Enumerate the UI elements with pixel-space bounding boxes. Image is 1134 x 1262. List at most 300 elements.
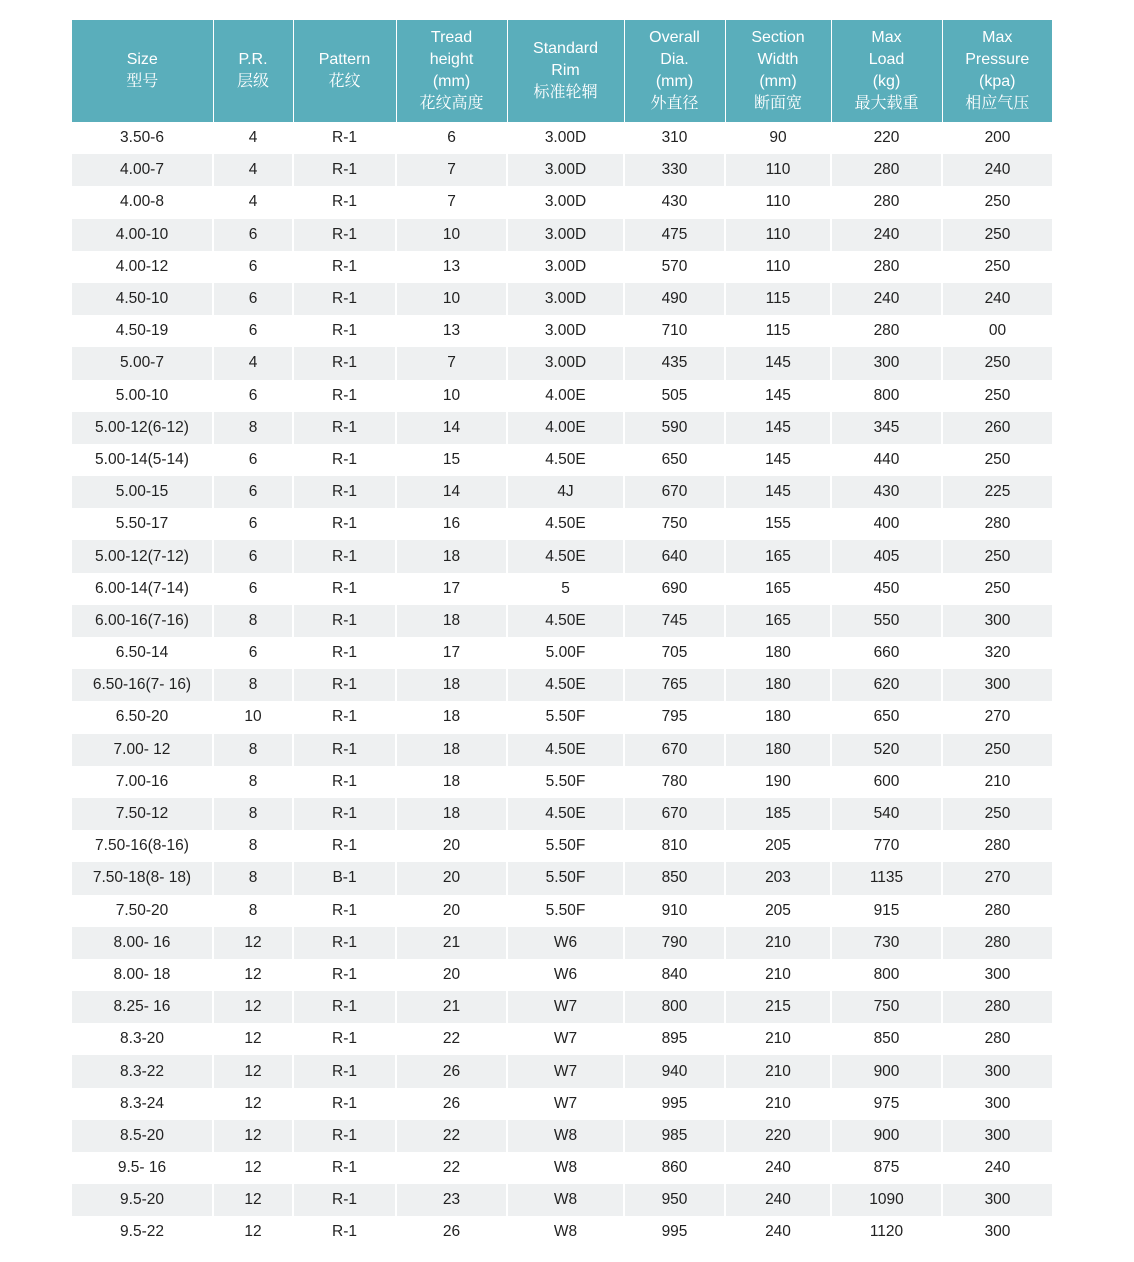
cell-pattern: R-1 xyxy=(293,444,396,476)
cell-size: 8.3-24 xyxy=(120,1094,164,1112)
cell-pattern: R-1 xyxy=(293,701,396,733)
cell-overall-dia: 310 xyxy=(624,122,725,154)
cell-section-width: 180 xyxy=(725,669,831,701)
cell-standard-rim: W8 xyxy=(507,1216,624,1248)
cell-max-pressure: 250 xyxy=(942,798,1052,830)
cell-pr: 8 xyxy=(213,669,293,701)
cell-standard-rim: 4.50E xyxy=(507,734,624,766)
table-row xyxy=(72,766,1052,798)
header-overall-dia-line: 外直径 xyxy=(650,95,699,112)
cell-standard-rim: 4.00E xyxy=(507,380,624,412)
cell-pattern: R-1 xyxy=(293,186,396,218)
cell-overall-dia: 995 xyxy=(624,1088,725,1120)
cell-pattern: R-1 xyxy=(293,1023,396,1055)
cell-max-pressure: 240 xyxy=(942,154,1052,186)
cell-max-load: 750 xyxy=(831,991,942,1023)
cell-size: 3.50-6 xyxy=(120,129,164,147)
header-tread-height xyxy=(396,20,507,122)
cell-size: 6.50-20 xyxy=(115,708,169,726)
cell-size: 5.00-15 xyxy=(72,476,213,508)
cell-standard-rim: 5.50F xyxy=(507,862,624,894)
cell-tread-height: 26 xyxy=(396,1088,507,1120)
cell-tread-height: 17 xyxy=(396,637,507,669)
cell-pr: 12 xyxy=(213,959,293,991)
cell-max-pressure: 250 xyxy=(942,186,1052,218)
cell-pr: 12 xyxy=(213,1055,293,1087)
cell-max-pressure: 270 xyxy=(942,862,1052,894)
cell-max-load: 770 xyxy=(831,830,942,862)
cell-max-load: 300 xyxy=(831,347,942,379)
cell-max-load: 520 xyxy=(831,734,942,766)
cell-pattern: R-1 xyxy=(293,1088,396,1120)
cell-standard-rim: 5.50F xyxy=(507,830,624,862)
cell-overall-dia: 570 xyxy=(624,251,725,283)
cell-max-pressure: 250 xyxy=(942,347,1052,379)
cell-pattern: R-1 xyxy=(293,540,396,572)
cell-tread-height: 20 xyxy=(396,862,507,894)
table-row xyxy=(72,1055,1052,1087)
cell-tread-height: 18 xyxy=(396,701,507,733)
cell-section-width: 165 xyxy=(725,605,831,637)
table-row xyxy=(72,412,1052,444)
cell-max-load: 430 xyxy=(831,476,942,508)
cell-size: 4.00-10 xyxy=(72,219,213,251)
header-pr-line: 层级 xyxy=(236,73,269,90)
cell-size: 4.00-12 xyxy=(115,257,169,275)
cell-overall-dia: 750 xyxy=(624,508,725,540)
cell-pr: 6 xyxy=(213,283,293,315)
cell-size: 6.00-14(7-14) xyxy=(95,579,189,597)
cell-pattern: R-1 xyxy=(293,251,396,283)
cell-standard-rim: 4.50E xyxy=(507,605,624,637)
cell-pattern: R-1 xyxy=(293,347,396,379)
cell-pattern: R-1 xyxy=(293,895,396,927)
cell-pattern: R-1 xyxy=(293,219,396,251)
cell-pattern: R-1 xyxy=(293,1152,396,1184)
cell-standard-rim: 4.50E xyxy=(507,798,624,830)
cell-size: 8.00- 18 xyxy=(113,965,171,983)
cell-section-width: 185 xyxy=(725,798,831,830)
cell-max-load: 240 xyxy=(831,219,942,251)
table-row xyxy=(72,1216,1052,1248)
cell-overall-dia: 745 xyxy=(624,605,725,637)
cell-pr: 12 xyxy=(213,1184,293,1216)
cell-overall-dia: 840 xyxy=(624,959,725,991)
cell-tread-height: 20 xyxy=(396,959,507,991)
cell-max-pressure: 250 xyxy=(942,251,1052,283)
cell-section-width: 203 xyxy=(725,862,831,894)
cell-pattern: R-1 xyxy=(293,830,396,862)
cell-standard-rim: 3.00D xyxy=(507,315,624,347)
cell-pr: 6 xyxy=(213,540,293,572)
cell-pr: 8 xyxy=(213,734,293,766)
cell-pr: 8 xyxy=(213,830,293,862)
cell-pr: 12 xyxy=(213,1152,293,1184)
cell-max-load: 400 xyxy=(831,508,942,540)
cell-max-pressure: 280 xyxy=(942,895,1052,927)
cell-tread-height: 6 xyxy=(396,122,507,154)
header-section-width-line: (mm) xyxy=(759,73,797,90)
cell-pr: 6 xyxy=(213,637,293,669)
header-size-line: Size xyxy=(126,51,158,68)
header-size xyxy=(72,20,213,122)
cell-pr: 6 xyxy=(213,219,293,251)
table-row xyxy=(72,380,1052,412)
cell-standard-rim: W8 xyxy=(507,1120,624,1152)
cell-section-width: 110 xyxy=(725,251,831,283)
cell-pr: 4 xyxy=(213,154,293,186)
header-max-pressure xyxy=(942,20,1052,122)
cell-pr: 6 xyxy=(213,476,293,508)
cell-pattern: R-1 xyxy=(293,412,396,444)
cell-pr: 6 xyxy=(213,573,293,605)
cell-tread-height: 13 xyxy=(396,251,507,283)
cell-max-pressure: 300 xyxy=(942,669,1052,701)
cell-max-pressure: 300 xyxy=(942,959,1052,991)
cell-tread-height: 18 xyxy=(396,605,507,637)
cell-pattern: R-1 xyxy=(293,605,396,637)
cell-overall-dia: 985 xyxy=(624,1120,725,1152)
header-section-width-line: Section xyxy=(751,29,805,46)
cell-max-load: 975 xyxy=(831,1088,942,1120)
cell-section-width: 145 xyxy=(725,347,831,379)
cell-max-pressure: 280 xyxy=(942,830,1052,862)
header-max-pressure-line: (kpa) xyxy=(979,73,1016,90)
cell-max-pressure: 300 xyxy=(942,1184,1052,1216)
cell-overall-dia: 910 xyxy=(624,895,725,927)
tire-spec-table xyxy=(72,20,1052,1249)
table-row xyxy=(72,251,1052,283)
cell-overall-dia: 995 xyxy=(624,1216,725,1248)
cell-overall-dia: 790 xyxy=(624,927,725,959)
table-row xyxy=(72,1088,1052,1120)
header-pr xyxy=(213,20,293,122)
cell-max-load: 280 xyxy=(831,154,942,186)
header-max-pressure-line: 相应气压 xyxy=(965,95,1030,112)
cell-section-width: 145 xyxy=(725,444,831,476)
header-standard-rim xyxy=(507,20,624,122)
cell-overall-dia: 690 xyxy=(624,573,725,605)
cell-max-pressure: 250 xyxy=(942,540,1052,572)
cell-standard-rim: 4.50E xyxy=(507,508,624,540)
cell-tread-height: 22 xyxy=(396,1023,507,1055)
cell-standard-rim: 3.00D xyxy=(507,251,624,283)
cell-standard-rim: 3.00D xyxy=(507,122,624,154)
cell-max-load: 1090 xyxy=(831,1184,942,1216)
cell-pr: 4 xyxy=(213,347,293,379)
cell-pr: 6 xyxy=(213,251,293,283)
cell-section-width: 180 xyxy=(725,734,831,766)
table-row xyxy=(72,283,1052,315)
cell-max-pressure: 200 xyxy=(942,122,1052,154)
cell-section-width: 240 xyxy=(725,1152,831,1184)
table-row xyxy=(72,476,1052,508)
table-row xyxy=(72,991,1052,1023)
header-section-width xyxy=(725,20,831,122)
cell-max-load: 220 xyxy=(831,122,942,154)
cell-tread-height: 14 xyxy=(396,412,507,444)
cell-pattern: R-1 xyxy=(293,766,396,798)
cell-max-load: 800 xyxy=(831,959,942,991)
cell-pr: 10 xyxy=(213,701,293,733)
table-row xyxy=(72,347,1052,379)
cell-pattern: R-1 xyxy=(293,283,396,315)
cell-max-pressure: 300 xyxy=(942,1055,1052,1087)
cell-max-load: 660 xyxy=(831,637,942,669)
header-pattern xyxy=(293,20,396,122)
cell-max-load: 550 xyxy=(831,605,942,637)
cell-size: 4.50-10 xyxy=(72,283,213,315)
header-max-load-line: Max xyxy=(871,29,902,46)
cell-overall-dia: 860 xyxy=(624,1152,725,1184)
cell-pattern: R-1 xyxy=(293,573,396,605)
cell-tread-height: 18 xyxy=(396,798,507,830)
cell-overall-dia: 505 xyxy=(624,380,725,412)
table-row xyxy=(72,1023,1052,1055)
cell-standard-rim: 5.00F xyxy=(507,637,624,669)
header-tread-height-line: 花纹高度 xyxy=(419,95,484,112)
cell-overall-dia: 640 xyxy=(624,540,725,572)
header-max-load-line: 最大载重 xyxy=(854,95,919,112)
header-tread-height-line: (mm) xyxy=(432,73,471,90)
cell-pattern: R-1 xyxy=(293,1184,396,1216)
cell-max-load: 280 xyxy=(831,251,942,283)
cell-standard-rim: W7 xyxy=(507,1023,624,1055)
cell-tread-height: 20 xyxy=(396,830,507,862)
table-row xyxy=(72,734,1052,766)
table-row xyxy=(72,1120,1052,1152)
cell-overall-dia: 940 xyxy=(624,1055,725,1087)
cell-max-pressure: 250 xyxy=(942,444,1052,476)
table-row xyxy=(72,959,1052,991)
header-max-load-line: Load xyxy=(868,51,905,68)
header-pr-line: P.R. xyxy=(238,51,268,68)
cell-max-pressure: 300 xyxy=(942,1088,1052,1120)
table-row xyxy=(72,1152,1052,1184)
cell-pattern: R-1 xyxy=(293,476,396,508)
cell-pattern: R-1 xyxy=(293,508,396,540)
cell-pattern: R-1 xyxy=(293,380,396,412)
cell-overall-dia: 430 xyxy=(624,186,725,218)
cell-max-pressure: 270 xyxy=(942,701,1052,733)
cell-section-width: 110 xyxy=(725,154,831,186)
cell-section-width: 210 xyxy=(725,1088,831,1120)
cell-max-pressure: 280 xyxy=(942,1023,1052,1055)
cell-tread-height: 18 xyxy=(396,734,507,766)
cell-section-width: 215 xyxy=(725,991,831,1023)
cell-section-width: 210 xyxy=(725,1023,831,1055)
cell-size: 7.50-20 xyxy=(115,901,169,919)
cell-pattern: R-1 xyxy=(293,637,396,669)
table-row xyxy=(72,540,1052,572)
cell-max-pressure: 210 xyxy=(942,766,1052,798)
cell-size: 7.50-16(8-16) xyxy=(95,837,189,855)
header-section-width-line: Width xyxy=(757,51,799,68)
cell-standard-rim: W8 xyxy=(507,1152,624,1184)
cell-pr: 8 xyxy=(213,798,293,830)
table-row xyxy=(72,315,1052,347)
cell-tread-height: 14 xyxy=(396,476,507,508)
cell-max-load: 915 xyxy=(831,895,942,927)
cell-section-width: 165 xyxy=(725,540,831,572)
cell-pattern: R-1 xyxy=(293,1120,396,1152)
cell-max-load: 600 xyxy=(831,766,942,798)
cell-max-load: 280 xyxy=(831,315,942,347)
header-size-line: 型号 xyxy=(126,73,159,90)
cell-max-load: 1120 xyxy=(831,1216,942,1248)
cell-max-load: 405 xyxy=(831,540,942,572)
table-row xyxy=(72,1184,1052,1216)
cell-size: 5.00-14(5-14) xyxy=(95,450,189,468)
cell-tread-height: 10 xyxy=(396,380,507,412)
cell-max-load: 650 xyxy=(831,701,942,733)
cell-tread-height: 16 xyxy=(396,508,507,540)
cell-section-width: 180 xyxy=(725,701,831,733)
cell-pattern: R-1 xyxy=(293,154,396,186)
header-tread-height-line: height xyxy=(429,51,474,68)
cell-max-pressure: 250 xyxy=(942,219,1052,251)
cell-tread-height: 26 xyxy=(396,1216,507,1248)
cell-size: 5.00-12(6-12) xyxy=(72,412,213,444)
table-row xyxy=(72,508,1052,540)
cell-pattern: R-1 xyxy=(293,734,396,766)
cell-size: 5.50-17 xyxy=(115,515,169,533)
header-overall-dia-line: Overall xyxy=(649,29,700,46)
cell-max-pressure: 00 xyxy=(942,315,1052,347)
cell-section-width: 210 xyxy=(725,959,831,991)
cell-max-load: 450 xyxy=(831,573,942,605)
table-row xyxy=(72,669,1052,701)
cell-overall-dia: 475 xyxy=(624,219,725,251)
cell-size: 7.00-16 xyxy=(115,772,169,790)
header-max-load-line: (kg) xyxy=(872,73,901,90)
cell-section-width: 115 xyxy=(725,283,831,315)
cell-standard-rim: W6 xyxy=(507,927,624,959)
table-row xyxy=(72,154,1052,186)
cell-max-pressure: 260 xyxy=(942,412,1052,444)
cell-section-width: 210 xyxy=(725,1055,831,1087)
cell-overall-dia: 950 xyxy=(624,1184,725,1216)
cell-pr: 12 xyxy=(213,1216,293,1248)
table-row xyxy=(72,219,1052,251)
cell-size: 8.25- 16 xyxy=(72,991,213,1023)
cell-max-pressure: 240 xyxy=(942,283,1052,315)
cell-max-pressure: 280 xyxy=(942,991,1052,1023)
table-row xyxy=(72,830,1052,862)
header-section-width-line: 断面宽 xyxy=(753,95,802,112)
cell-tread-height: 22 xyxy=(396,1120,507,1152)
table-row xyxy=(72,862,1052,894)
cell-standard-rim: 4.50E xyxy=(507,444,624,476)
cell-overall-dia: 810 xyxy=(624,830,725,862)
cell-size: 4.00-7 xyxy=(72,154,213,186)
cell-max-pressure: 240 xyxy=(942,1152,1052,1184)
cell-tread-height: 26 xyxy=(396,1055,507,1087)
cell-size: 5.00-12(7-12) xyxy=(72,540,213,572)
cell-max-load: 730 xyxy=(831,927,942,959)
header-standard-rim-line: Standard xyxy=(533,40,598,57)
header-tread-height-line: Tread xyxy=(430,29,473,46)
cell-tread-height: 7 xyxy=(396,186,507,218)
cell-size: 4.00-8 xyxy=(120,193,164,211)
cell-overall-dia: 710 xyxy=(624,315,725,347)
cell-section-width: 180 xyxy=(725,637,831,669)
cell-pr: 4 xyxy=(213,186,293,218)
cell-tread-height: 18 xyxy=(396,669,507,701)
header-pattern-line: Pattern xyxy=(318,51,371,68)
cell-pattern: B-1 xyxy=(293,862,396,894)
cell-standard-rim: 3.00D xyxy=(507,186,624,218)
header-max-pressure-line: Pressure xyxy=(965,51,1030,68)
cell-standard-rim: 4J xyxy=(507,476,624,508)
cell-section-width: 205 xyxy=(725,830,831,862)
cell-overall-dia: 895 xyxy=(624,1023,725,1055)
cell-size: 7.50-18(8- 18) xyxy=(72,862,213,894)
cell-max-load: 620 xyxy=(831,669,942,701)
cell-pr: 8 xyxy=(213,605,293,637)
cell-pattern: R-1 xyxy=(293,1055,396,1087)
cell-tread-height: 17 xyxy=(396,573,507,605)
cell-size: 9.5-20 xyxy=(72,1184,213,1216)
cell-size: 8.5-20 xyxy=(72,1120,213,1152)
cell-standard-rim: 3.00D xyxy=(507,347,624,379)
cell-size: 8.3-20 xyxy=(120,1030,164,1048)
cell-standard-rim: 4.50E xyxy=(507,540,624,572)
cell-pr: 6 xyxy=(213,508,293,540)
cell-standard-rim: 5.50F xyxy=(507,895,624,927)
cell-section-width: 110 xyxy=(725,186,831,218)
cell-max-load: 875 xyxy=(831,1152,942,1184)
cell-max-load: 540 xyxy=(831,798,942,830)
cell-standard-rim: W7 xyxy=(507,1088,624,1120)
header-overall-dia-line: Dia. xyxy=(660,51,689,68)
cell-tread-height: 7 xyxy=(396,154,507,186)
cell-max-load: 850 xyxy=(831,1023,942,1055)
cell-pattern: R-1 xyxy=(293,315,396,347)
cell-standard-rim: W6 xyxy=(507,959,624,991)
cell-max-pressure: 280 xyxy=(942,508,1052,540)
cell-max-pressure: 250 xyxy=(942,380,1052,412)
cell-size: 7.00- 12 xyxy=(72,734,213,766)
cell-max-load: 900 xyxy=(831,1055,942,1087)
cell-max-load: 280 xyxy=(831,186,942,218)
cell-section-width: 205 xyxy=(725,895,831,927)
cell-pr: 12 xyxy=(213,1120,293,1152)
table-row xyxy=(72,701,1052,733)
cell-max-load: 1135 xyxy=(831,862,942,894)
cell-standard-rim: 4.00E xyxy=(507,412,624,444)
cell-max-pressure: 225 xyxy=(942,476,1052,508)
cell-size: 8.3-22 xyxy=(72,1055,213,1087)
header-max-pressure-line: Max xyxy=(982,29,1013,46)
cell-pr: 6 xyxy=(213,444,293,476)
cell-pr: 4 xyxy=(213,122,293,154)
table-row xyxy=(72,927,1052,959)
cell-pattern: R-1 xyxy=(293,1216,396,1248)
cell-tread-height: 15 xyxy=(396,444,507,476)
cell-section-width: 145 xyxy=(725,412,831,444)
cell-overall-dia: 590 xyxy=(624,412,725,444)
cell-overall-dia: 705 xyxy=(624,637,725,669)
header-row xyxy=(72,20,1052,122)
cell-max-pressure: 250 xyxy=(942,734,1052,766)
cell-max-load: 800 xyxy=(831,380,942,412)
header-standard-rim-line: 标准轮辋 xyxy=(533,84,598,101)
cell-standard-rim: 4.50E xyxy=(507,669,624,701)
cell-pattern: R-1 xyxy=(293,959,396,991)
cell-pr: 8 xyxy=(213,412,293,444)
table-row xyxy=(72,444,1052,476)
